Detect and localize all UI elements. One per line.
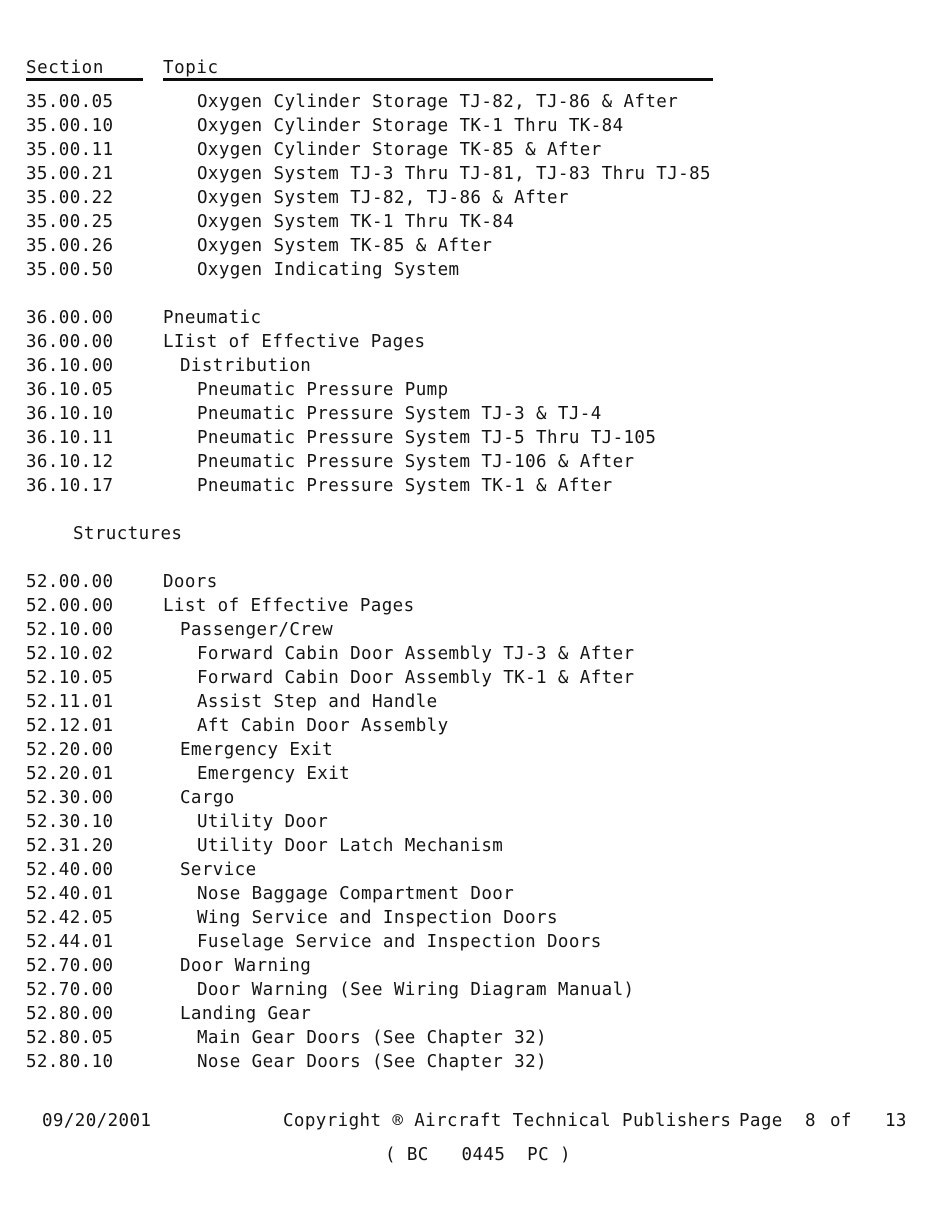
footer-copyright: Copyright ® Aircraft Technical Publishers [283,1111,732,1131]
toc-row-section: 36.10.11 [26,428,114,448]
toc-row [0,474,931,498]
toc-row-section: 35.00.22 [26,188,114,208]
toc-row [0,858,931,882]
toc-row-topic: Landing Gear [180,1004,312,1024]
toc-row [0,138,931,162]
toc-row-topic: Utility Door Latch Mechanism [197,836,504,856]
toc-row [0,666,931,690]
toc-row-section: 36.10.10 [26,404,114,424]
toc-row [0,738,931,762]
toc-row [0,930,931,954]
toc-row [0,882,931,906]
toc-row [0,330,931,354]
toc-row-topic: Pneumatic Pressure System TJ-3 & TJ-4 [197,404,602,424]
toc-row [0,354,931,378]
toc-row-section: 52.00.00 [26,596,114,616]
toc-row-topic: List of Effective Pages [163,596,415,616]
toc-rows [0,90,931,1074]
toc-row [0,90,931,114]
toc-row [0,786,931,810]
toc-row-topic: Oxygen Cylinder Storage TK-85 & After [197,140,602,160]
footer-page-number: 8 [805,1111,816,1131]
toc-row-section: 35.00.05 [26,92,114,112]
toc-row [0,426,931,450]
toc-row [0,234,931,258]
toc-row-topic: Oxygen System TJ-82, TJ-86 & After [197,188,569,208]
toc-row-topic: Pneumatic Pressure System TJ-106 & After [197,452,635,472]
toc-row-topic: Cargo [180,788,235,808]
toc-row-section: 52.10.00 [26,620,114,640]
toc-row [0,114,931,138]
toc-row-section: 52.31.20 [26,836,114,856]
toc-row [0,186,931,210]
toc-row-topic: Main Gear Doors (See Chapter 32) [197,1028,547,1048]
row-spacer [0,498,931,522]
toc-row [0,762,931,786]
toc-row-section: 52.20.01 [26,764,114,784]
toc-row-section: 35.00.21 [26,164,114,184]
toc-row [0,690,931,714]
row-spacer [0,282,931,306]
toc-row-topic: Oxygen Cylinder Storage TK-1 Thru TK-84 [197,116,624,136]
toc-row-topic: Doors [163,572,218,592]
toc-row-section: 36.00.00 [26,332,114,352]
toc-row-section: 35.00.11 [26,140,114,160]
toc-row-section: 52.30.00 [26,788,114,808]
footer-date: 09/20/2001 [42,1111,152,1131]
toc-row [0,714,931,738]
toc-row [0,1026,931,1050]
toc-row [0,594,931,618]
toc-row-topic: Pneumatic Pressure System TJ-5 Thru TJ-105 [197,428,657,448]
toc-row [0,642,931,666]
toc-row [0,954,931,978]
column-header-section: Section [26,58,104,78]
toc-row [0,162,931,186]
toc-row-topic: Forward Cabin Door Assembly TJ-3 & After [197,644,635,664]
toc-row-section: 52.12.01 [26,716,114,736]
toc-row-topic: Nose Gear Doors (See Chapter 32) [197,1052,547,1072]
toc-row-topic: Oxygen Indicating System [197,260,460,280]
toc-row-section: 52.80.10 [26,1052,114,1072]
toc-row [0,834,931,858]
toc-row [0,618,931,642]
toc-row-section: 52.11.01 [26,692,114,712]
page-footer [0,1110,931,1180]
toc-row-topic: Wing Service and Inspection Doors [197,908,558,928]
toc-row [0,210,931,234]
toc-row-topic: Oxygen System TK-1 Thru TK-84 [197,212,515,232]
toc-row-topic: Oxygen System TK-85 & After [197,236,493,256]
toc-row [0,306,931,330]
toc-row [0,1050,931,1074]
toc-row-section: 52.80.05 [26,1028,114,1048]
toc-row-section: 36.10.00 [26,356,114,376]
toc-row [0,906,931,930]
toc-row-section: 52.44.01 [26,932,114,952]
toc-row-topic: Utility Door [197,812,329,832]
toc-row [0,1002,931,1026]
toc-row [0,258,931,282]
toc-row-section: 36.10.05 [26,380,114,400]
toc-row-section: 35.00.26 [26,236,114,256]
toc-row-topic: Pneumatic [163,308,262,328]
column-header-topic: Topic [163,58,219,78]
toc-row-section: 52.20.00 [26,740,114,760]
toc-row-topic: Oxygen Cylinder Storage TJ-82, TJ-86 & After [197,92,679,112]
toc-row-topic: Fuselage Service and Inspection Doors [197,932,602,952]
toc-row-section: 52.70.00 [26,980,114,1000]
toc-row-section: 36.10.17 [26,476,114,496]
toc-row-section: 36.10.12 [26,452,114,472]
toc-row-section: 52.10.05 [26,668,114,688]
footer-document-code: ( BC 0445 PC ) [385,1145,571,1165]
toc-row-section: 52.10.02 [26,644,114,664]
toc-row-topic: Door Warning [180,956,312,976]
toc-row-topic: Service [180,860,257,880]
toc-row [0,978,931,1002]
toc-row [0,402,931,426]
toc-row-section: 52.80.00 [26,1004,114,1024]
toc-row-section: 35.00.10 [26,116,114,136]
toc-row-section: 36.00.00 [26,308,114,328]
toc-row-topic: LIist of Effective Pages [163,332,426,352]
toc-row-topic: Pneumatic Pressure Pump [197,380,449,400]
group-title [0,522,931,546]
toc-row [0,810,931,834]
toc-row-section: 52.70.00 [26,956,114,976]
row-spacer [0,546,931,570]
section-column-rule [26,78,143,81]
toc-row-topic: Forward Cabin Door Assembly TK-1 & After [197,668,635,688]
toc-row-topic: Emergency Exit [180,740,334,760]
toc-row-section: 52.30.10 [26,812,114,832]
toc-row-topic: Emergency Exit [197,764,351,784]
topic-column-rule [163,78,713,81]
toc-row-topic: Aft Cabin Door Assembly [197,716,449,736]
toc-row [0,450,931,474]
toc-row-section: 35.00.50 [26,260,114,280]
toc-row-topic: Pneumatic Pressure System TK-1 & After [197,476,613,496]
toc-row-section: 52.42.05 [26,908,114,928]
toc-row [0,570,931,594]
toc-row [0,378,931,402]
footer-page-label: Page [739,1111,783,1131]
toc-row-topic: Door Warning (See Wiring Diagram Manual) [197,980,635,1000]
toc-row-topic: Oxygen System TJ-3 Thru TJ-81, TJ-83 Thru TJ-85 [197,164,711,184]
toc-row-section: 52.00.00 [26,572,114,592]
footer-page-total: 13 [885,1111,907,1131]
toc-row-section: 35.00.25 [26,212,114,232]
toc-row-topic: Assist Step and Handle [197,692,438,712]
toc-row-section: 52.40.00 [26,860,114,880]
footer-page-of: of [830,1111,852,1131]
toc-row-topic: Distribution [180,356,312,376]
toc-row-topic: Nose Baggage Compartment Door [197,884,515,904]
toc-row-topic: Passenger/Crew [180,620,334,640]
toc-row-section: 52.40.01 [26,884,114,904]
group-title-label: Structures [73,524,183,544]
